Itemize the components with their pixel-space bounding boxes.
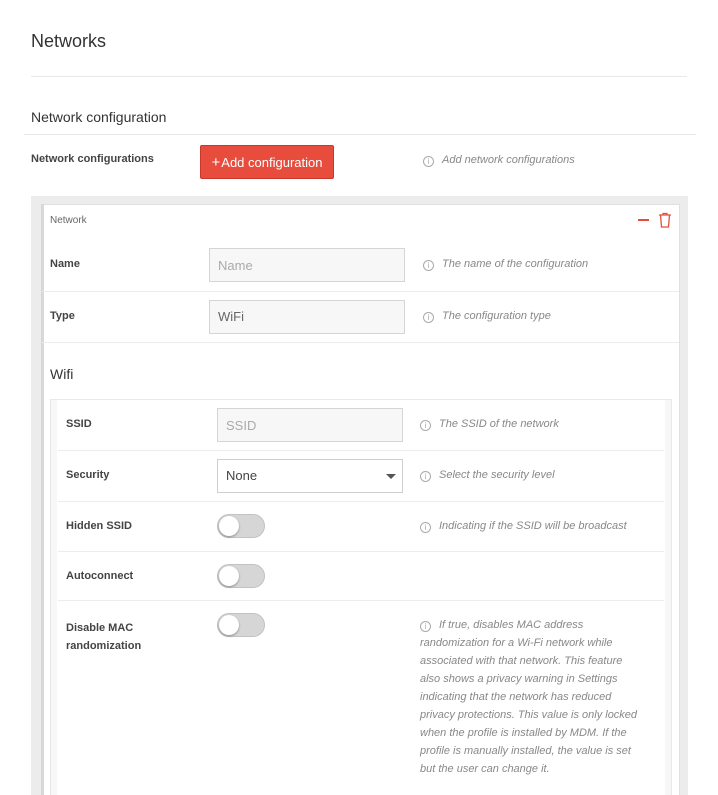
network-configurations-help: i Add network configurations: [423, 151, 575, 169]
network-card-accent: [41, 204, 44, 795]
toggle-knob: [219, 516, 239, 536]
row-divider: [58, 450, 664, 451]
row-divider: [58, 551, 664, 552]
section-title: Network configuration: [31, 109, 167, 125]
disable-mac-label: Disable MAC randomization: [66, 622, 142, 652]
row-divider: [58, 501, 664, 502]
add-configuration-button[interactable]: [200, 145, 334, 179]
name-label: Name: [50, 258, 80, 270]
autoconnect-label: Autoconnect: [66, 570, 134, 582]
toggle-knob: [219, 615, 239, 635]
disable-mac-toggle[interactable]: [217, 613, 265, 637]
toggle-knob: [219, 566, 239, 586]
row-divider: [58, 600, 664, 601]
network-configurations-label: Network configurations: [31, 153, 154, 165]
ssid-input[interactable]: [217, 408, 403, 442]
security-selected-value: None: [226, 468, 258, 483]
name-help: i The name of the configuration: [423, 255, 588, 273]
info-circle-icon: i: [420, 471, 431, 482]
info-circle-icon: i: [420, 420, 431, 431]
info-circle-icon: i: [420, 621, 431, 632]
name-input[interactable]: [209, 248, 405, 282]
wifi-title: Wifi: [50, 366, 74, 382]
hidden-ssid-help: i Indicating if the SSID will be broadcast: [420, 517, 627, 535]
collapse-minus-icon[interactable]: [638, 219, 649, 221]
security-label: Security: [66, 469, 110, 481]
hidden-ssid-label: Hidden SSID: [66, 520, 133, 532]
row-divider: [42, 291, 679, 292]
type-value: WiFi: [209, 300, 405, 334]
info-circle-icon: i: [420, 522, 431, 533]
ssid-help: i The SSID of the network: [420, 415, 559, 433]
type-help: i The configuration type: [423, 307, 551, 325]
security-select[interactable]: [217, 459, 403, 493]
trash-icon[interactable]: [658, 212, 672, 228]
title-divider: [31, 76, 687, 77]
type-label: Type: [50, 310, 75, 322]
caret-down-icon: [386, 474, 396, 479]
add-configuration-label: Add configuration: [221, 154, 323, 170]
ssid-label: SSID: [66, 418, 92, 430]
disable-mac-help: i If true, disables MAC address randomization for a Wi-Fi network while associated with that network. This feature also shows a privacy warning in Settings indicating that the network has reduced privacy protections. This value is only locked when the profile is installed by MDM. If the profile is manually installed, the value is set but the user can change it.: [420, 619, 638, 775]
info-circle-icon: i: [423, 260, 434, 271]
security-help: i Select the security level: [420, 466, 555, 484]
network-card-header: Network: [50, 215, 87, 226]
page-title: Networks: [31, 31, 107, 51]
row-divider: [42, 342, 679, 343]
autoconnect-toggle[interactable]: [217, 564, 265, 588]
section-divider: [24, 134, 696, 135]
info-circle-icon: i: [423, 312, 434, 323]
plus-icon: +: [211, 153, 221, 171]
info-circle-icon: i: [423, 156, 434, 167]
hidden-ssid-toggle[interactable]: [217, 514, 265, 538]
